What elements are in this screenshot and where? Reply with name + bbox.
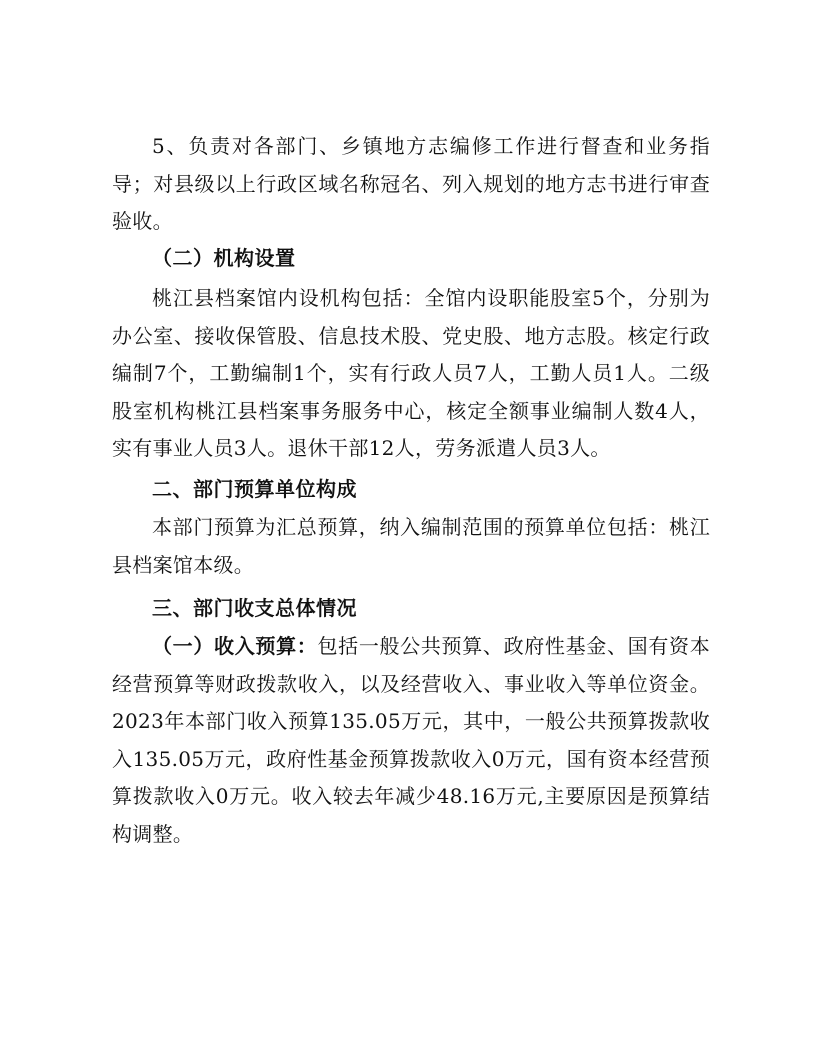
income-budget-label: （一）收入预算： bbox=[152, 634, 318, 658]
heading-org-setup: （二）机构设置 bbox=[152, 246, 296, 270]
heading-section-3: 三、部门收支总体情况 bbox=[152, 596, 357, 620]
paragraph-budget-units: 本部门预算为汇总预算，纳入编制范围的预算单位包括：桃江县档案馆本级。 bbox=[112, 515, 710, 577]
paragraph-income-budget bbox=[112, 628, 710, 853]
paragraph-org-setup: 桃江县档案馆内设机构包括：全馆内设职能股室5个，分别为办公室、接收保管股、信息技术股、党史股、地方志股。核定行政编制7个，工勤编制1个，实有行政人员7人，工勤人员1人。二级股室机构桃江县档案事务服务中心，核定全额事业编制人数4人，实有事业人员3人。退休干部12人，劳务派遣人员3人。 bbox=[112, 286, 710, 460]
paragraph-item-5: 5、负责对各部门、乡镇地方志编修工作进行督查和业务指导；对县级以上行政区域名称冠名、列入规划的地方志书进行审查验收。 bbox=[112, 134, 710, 233]
income-budget-text: 包括一般公共预算、政府性基金、国有资本经营预算等财政拨款收入，以及经营收入、事业收入等单位资金。2023年本部门收入预算135.05万元，其中，一般公共预算拨款收入135.05万元，政府性基金预算拨款收入0万元，国有资本经营预算拨款收入0万元。收入较去年减少48.16万元,主要原因是预算结构调整。 bbox=[112, 634, 710, 846]
heading-section-2: 二、部门预算单位构成 bbox=[152, 477, 357, 501]
